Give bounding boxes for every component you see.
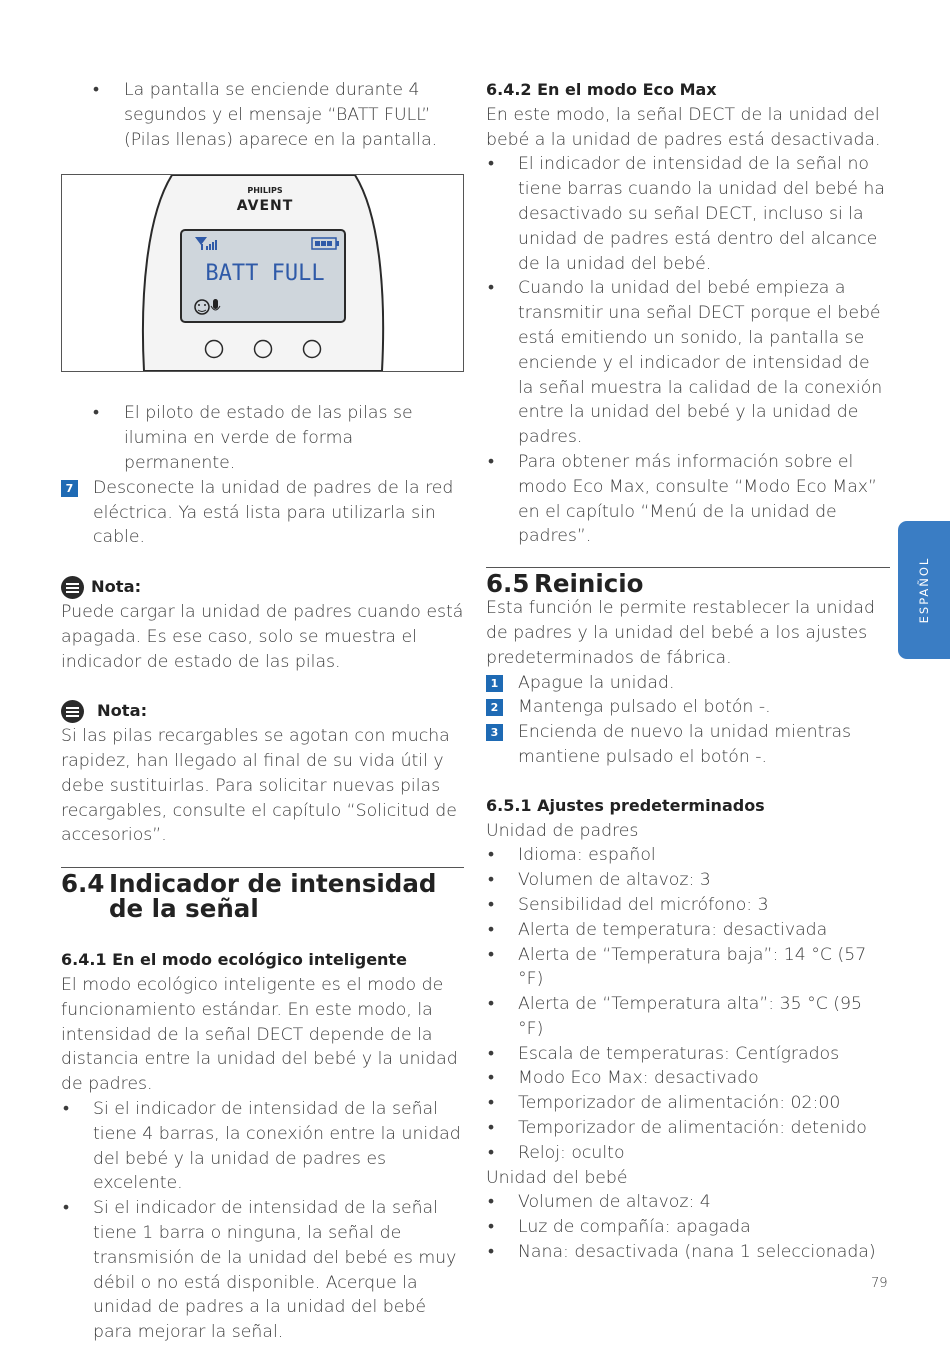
- subheading-6-5-1: 6.5.1 Ajustes predeterminados: [486, 795, 765, 815]
- paragraph-6-4-1: El modo ecológico inteligente es el modo de funcionamiento estándar. En este modo, la intensidad de la señal DECT depende de la distancia entre la unidad del bebé y la unidad de padres.: [61, 974, 458, 1095]
- brand-top: PHILIPS: [247, 186, 283, 196]
- paragraph-6-5: Esta función le permite restablecer la unidad de padres y la unidad del bebé a los ajustes predeterminados de fábrica.: [486, 598, 875, 668]
- language-tab-label: ESPAÑOL: [917, 556, 931, 624]
- section-heading-6-4: [61, 867, 464, 924]
- step-text: Mantenga pulsado el botón -.: [518, 697, 771, 718]
- list-item: • Sensibilidad del micrófono: 3: [486, 893, 890, 918]
- list-item: • Nana: desactivada (nana 1 seleccionada): [486, 1240, 890, 1265]
- note-text: Si las pilas recargables se agotan con mucha rapidez, han llegado al final de su vida útil y debe sustituirlas. Para solicitar nuevas pilas recargables, consulte el capítulo “Solicitud de accesorios”.: [61, 726, 457, 846]
- list-item: • Temporizador de alimentación: detenido: [486, 1116, 890, 1141]
- subheading-6-4-1: 6.4.1 En el modo ecológico inteligente: [61, 950, 407, 970]
- list-item: • Escala de temperaturas: Centígrados: [486, 1042, 890, 1067]
- list-item: • Si el indicador de intensidad de la señal tiene 4 barras, la conexión entre la unidad del bebé y la unidad de padres es excelente.: [61, 1097, 464, 1196]
- step-number-badge: 3: [486, 724, 503, 741]
- list-item: • Volumen de altavoz: 3: [486, 868, 890, 893]
- section-number: 6.4: [61, 869, 105, 899]
- section-title: Reinicio: [534, 569, 644, 599]
- parent-unit-label: Unidad de padres: [486, 820, 639, 841]
- step-2: [486, 695, 890, 720]
- list-item: • Alerta de temperatura: desactivada: [486, 918, 890, 943]
- step-text: Encienda de nuevo la unidad mientras mantiene pulsado el botón -.: [518, 722, 852, 767]
- right-column: [486, 78, 890, 1265]
- list-item: • Alerta de “Temperatura alta”: 35 °C (95 °F): [486, 992, 890, 1042]
- list-item: • Alerta de “Temperatura baja”: 14 °C (57 °F): [486, 943, 890, 993]
- section-number: 6.5: [486, 569, 530, 599]
- list-item: • Luz de compañía: apagada: [486, 1215, 890, 1240]
- list-item: • Temporizador de alimentación: 02:00: [486, 1091, 890, 1116]
- step-number-badge: 1: [486, 675, 503, 692]
- step-number-badge: 2: [486, 699, 503, 716]
- page-number: 79: [871, 1276, 888, 1291]
- list-item: • El indicador de intensidad de la señal no tiene barras cuando la unidad del bebé ha desactivado su señal DECT, incluso si la unidad de padres está dentro del alcance de la unidad del bebé.: [486, 152, 890, 276]
- step-number-badge: 7: [61, 480, 78, 497]
- note-2: [61, 699, 464, 848]
- note-icon: [61, 576, 84, 599]
- list-item: • Si el indicador de intensidad de la señal tiene 1 barra o ninguna, la señal de transmisión de la unidad del bebé es muy débil o no está disponible. Acerque la unidad de padres a la unidad del bebé para mejorar la señal.: [61, 1196, 464, 1345]
- step-3: [486, 720, 890, 770]
- intro-bullet: • La pantalla se enciende durante 4 segundos y el mensaje “BATT FULL” (Pilas llenas) aparece en la pantalla.: [61, 78, 464, 152]
- language-tab: [898, 521, 950, 659]
- list-item: • Para obtener más información sobre el modo Eco Max, consulte “Modo Eco Max” en el capítulo “Menú de la unidad de padres”.: [486, 450, 890, 549]
- list-item: • Cuando la unidad del bebé empieza a transmitir una señal DECT porque el bebé está emitiendo un sonido, la pantalla se enciende y el indicador de intensidad de la señal muestra la calidad de la conexión entre la unidad del bebé y la unidad de padres.: [486, 276, 890, 450]
- paragraph-6-4-2: En este modo, la señal DECT de la unidad del bebé a la unidad de padres está desactivada.: [486, 104, 881, 150]
- list-item: • Reloj: oculto: [486, 1141, 890, 1166]
- section-heading-6-5: [486, 567, 890, 599]
- note-1: [61, 575, 464, 674]
- battery-led-bullet: • El piloto de estado de las pilas se ilumina en verde de forma permanente.: [61, 401, 464, 475]
- baby-monitor-illustration: [62, 175, 464, 371]
- lcd-text: BATT FULL: [205, 261, 325, 287]
- brand-logo: AVENT: [236, 198, 294, 215]
- step-text: Apague la unidad.: [518, 672, 675, 693]
- note-label: Nota:: [97, 701, 148, 721]
- step-1: [486, 671, 890, 696]
- baby-unit-label: Unidad del bebé: [486, 1167, 628, 1188]
- list-item: • Modo Eco Max: desactivado: [486, 1066, 890, 1091]
- note-label: Nota:: [91, 577, 142, 597]
- subheading-6-4-2: 6.4.2 En el modo Eco Max: [486, 80, 717, 99]
- note-text: Puede cargar la unidad de padres cuando está apagada. Es ese caso, solo se muestra el indicador de estado de las pilas.: [61, 601, 464, 672]
- step-text: Desconecte la unidad de padres de la red eléctrica. Ya está lista para utilizarla sin cable.: [93, 477, 454, 548]
- list-item: • Volumen de altavoz: 4: [486, 1190, 890, 1215]
- note-icon: [61, 700, 84, 723]
- step-7: [61, 476, 464, 550]
- section-title: Indicador de intensidad de la señal: [109, 869, 437, 924]
- list-item: • Idioma: español: [486, 843, 890, 868]
- left-column: [61, 78, 464, 1345]
- device-figure: [61, 174, 464, 372]
